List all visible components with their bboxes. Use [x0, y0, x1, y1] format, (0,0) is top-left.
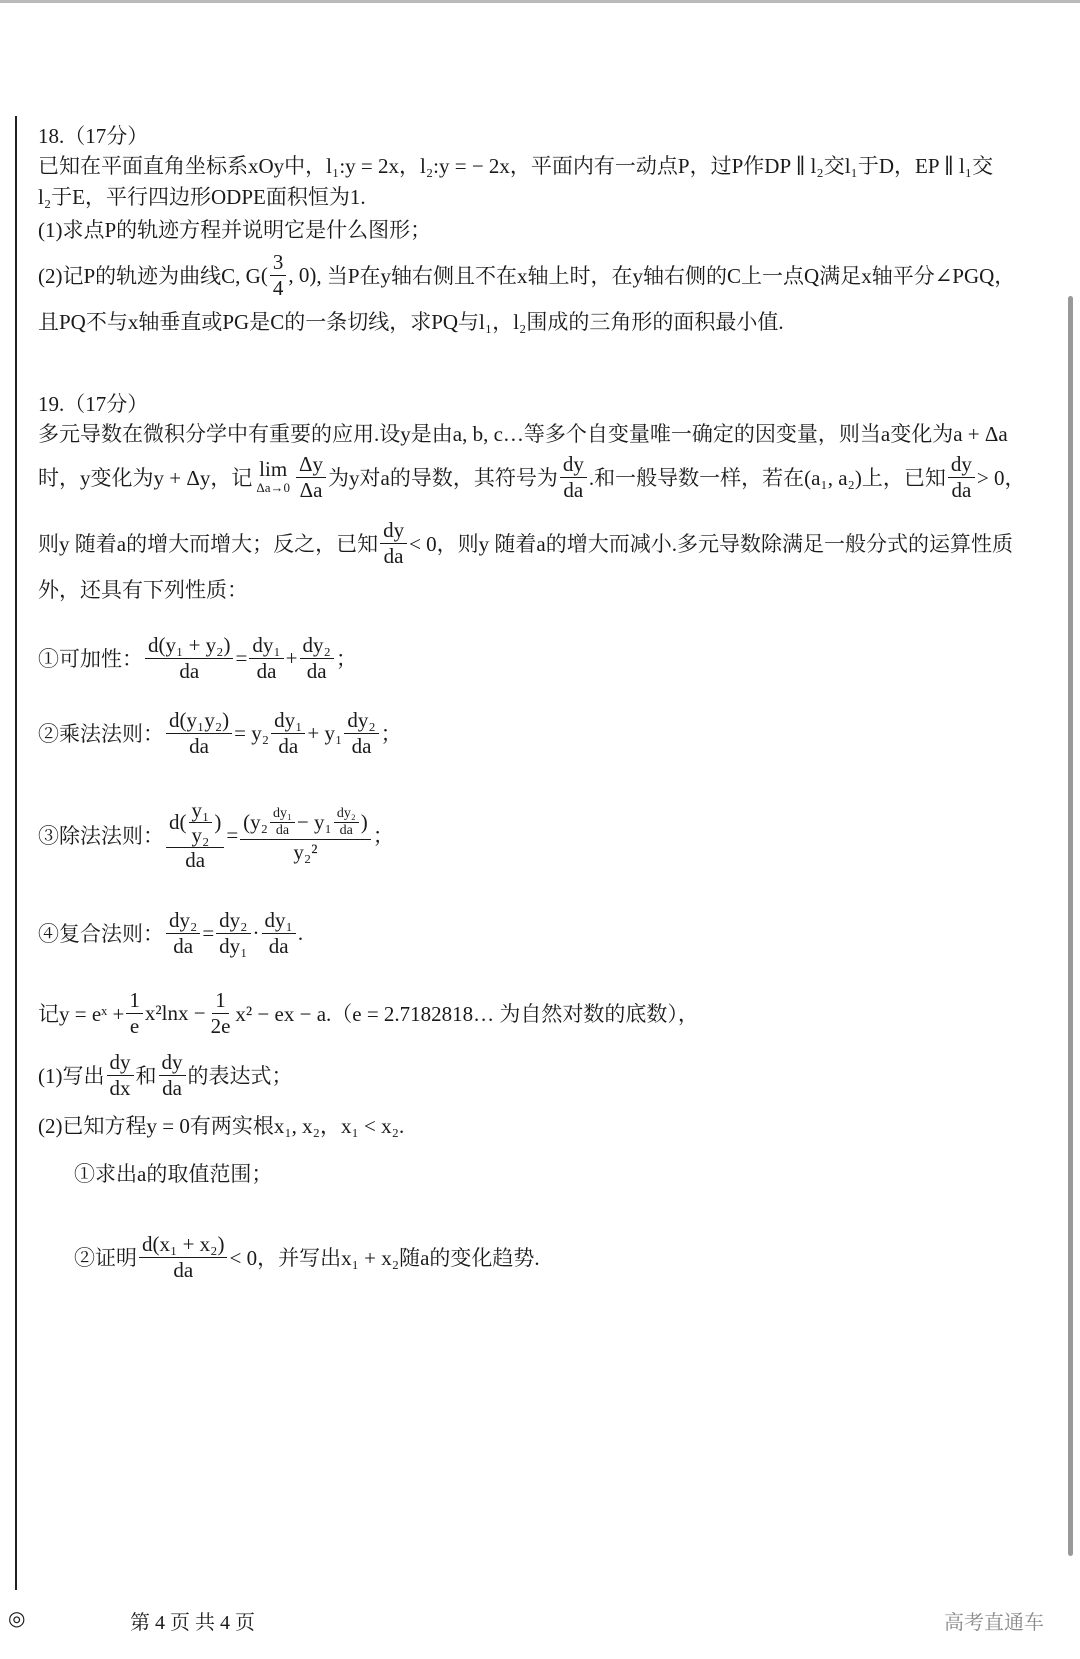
- text-run: (2)已知方程y = 0有两实根x₁, x₂，x₁ < x₂.: [38, 1114, 405, 1138]
- text-run: da: [162, 1075, 182, 1100]
- denominator: [182, 848, 208, 872]
- fraction: [262, 908, 296, 957]
- text-run: 记y = eˣ +: [38, 1002, 125, 1026]
- numerator: [212, 988, 229, 1013]
- text-run: d(y₁y₂): [169, 708, 230, 733]
- q19-line: [38, 1110, 404, 1140]
- text-run: dy₂: [347, 708, 376, 733]
- text-run: da: [185, 848, 206, 873]
- text-run: dy₁: [252, 633, 281, 658]
- denominator: [254, 659, 280, 683]
- text-run: da: [179, 658, 200, 683]
- numerator: [145, 633, 233, 658]
- text-run: y₂: [191, 822, 210, 847]
- text-run: dx: [109, 1075, 131, 1100]
- q19-line: [38, 1050, 293, 1100]
- numerator: [296, 452, 326, 477]
- text-run: dy₂: [219, 908, 248, 933]
- denominator: [290, 840, 320, 864]
- text-run: ①可加性：: [38, 647, 143, 671]
- text-run: da: [173, 933, 194, 958]
- text-run: da: [278, 733, 299, 758]
- q18-line: [38, 250, 1016, 300]
- q19-line: [38, 518, 1013, 568]
- fraction: [334, 806, 359, 839]
- text-run: ③除法法则：: [38, 824, 164, 848]
- limit-subscript: Δa→0: [256, 480, 290, 496]
- denominator: [159, 1076, 185, 1100]
- text-run: da: [268, 933, 289, 958]
- denominator: [381, 544, 407, 568]
- text-run: = y₂: [234, 720, 270, 745]
- q19-line: [38, 452, 1026, 502]
- text-run: dy₂: [169, 908, 198, 933]
- denominator: [208, 1014, 234, 1038]
- text-run: 1: [215, 988, 226, 1013]
- text-run: da: [256, 658, 277, 683]
- text-run: dy: [950, 452, 972, 477]
- text-run: d(x₁ + x₂): [142, 1232, 225, 1257]
- limit: [256, 458, 290, 495]
- q19-header: 19.（17分）: [38, 392, 149, 416]
- denominator: [304, 659, 330, 683]
- numerator: [189, 798, 213, 823]
- text-run: , 0): [288, 262, 317, 287]
- text-run: dy₁: [264, 908, 293, 933]
- text-run: 3: [272, 250, 284, 275]
- limit-label: lim: [259, 457, 288, 482]
- q19-line: [38, 574, 248, 604]
- text-run: ①求出a的取值范围；: [74, 1162, 273, 1186]
- denominator: [127, 1014, 142, 1038]
- denominator: [270, 276, 287, 300]
- fraction: [249, 633, 283, 682]
- text-run: < 0，并写出x₁ + x₂随a的变化趋势.: [229, 1246, 540, 1270]
- text-run: da: [306, 658, 327, 683]
- q18-line: [38, 306, 784, 336]
- fraction: [380, 518, 407, 567]
- denominator: [170, 1258, 196, 1282]
- fraction: [189, 798, 213, 847]
- watermark: 高考直通车: [944, 1610, 1044, 1634]
- footer-symbol: ◎: [8, 1608, 26, 1630]
- numerator: [240, 806, 371, 840]
- text-run: + y₁: [307, 720, 343, 745]
- numerator: [344, 708, 378, 733]
- text-run: − y₁: [296, 810, 332, 835]
- text-run: da: [339, 822, 353, 838]
- fraction: [560, 452, 587, 501]
- text-run: ④复合法则：: [38, 922, 164, 946]
- denominator: [948, 478, 974, 502]
- text-run: +: [285, 645, 298, 670]
- fraction: [166, 798, 224, 872]
- numerator: [159, 1050, 186, 1075]
- numerator: [216, 908, 250, 933]
- text-run: dy₁: [274, 708, 303, 733]
- text-run: (1)求点P的轨迹方程并说明它是什么图形；: [38, 218, 432, 242]
- text-run: (: [260, 262, 268, 287]
- scrollbar[interactable]: [1068, 296, 1073, 1556]
- text-run: da: [173, 1257, 194, 1282]
- numerator: [948, 452, 975, 477]
- text-run: dy: [562, 452, 584, 477]
- numerator: [271, 708, 305, 733]
- text-run: 多元导数在微积分学中有重要的应用.设y是由a, b, c…等多个自变量唯一确定的因变量，则当a变化为a + Δa: [38, 422, 1008, 446]
- numerator: [139, 1232, 227, 1257]
- text-run: =: [235, 645, 248, 670]
- text-run: 时，y变化为y + Δy，记: [38, 466, 253, 490]
- text-run: da: [383, 543, 404, 568]
- q18-line: [38, 181, 366, 211]
- text-run: (y₂: [243, 810, 268, 835]
- fraction: [139, 1232, 227, 1281]
- numerator: [380, 518, 407, 543]
- denominator: [273, 823, 292, 839]
- numerator: [560, 452, 587, 477]
- text-run: ): [360, 810, 368, 835]
- text-run: Δa: [299, 477, 323, 502]
- text-run: =: [226, 822, 239, 847]
- numerator: [270, 806, 295, 823]
- q19-line: [38, 988, 699, 1038]
- text-run: .和一般导数一样，若在(a₁, a₂)上，已知: [588, 466, 946, 490]
- fraction: [107, 1050, 134, 1099]
- q19-line: [38, 708, 402, 758]
- numerator: [126, 988, 143, 1013]
- text-run: Δy: [299, 452, 324, 477]
- text-run: =: [202, 920, 215, 945]
- text-run: 和: [135, 1064, 157, 1088]
- text-run: d(y₁ + y₂): [148, 633, 231, 658]
- q19-line: [74, 1158, 272, 1188]
- q19-line: [74, 1232, 540, 1282]
- text-run: ；: [372, 824, 394, 848]
- denominator: [560, 478, 586, 502]
- text-run: dy₂: [336, 805, 356, 821]
- fraction: [166, 908, 200, 957]
- text-run: 且PQ不与x轴垂直或PG是C的一条切线，求PQ与l₁，l₂围成的三角形的面积最小值.: [38, 310, 784, 334]
- text-run: 1: [129, 988, 140, 1013]
- q19-line: [38, 418, 1008, 448]
- text-run: < 0，则y 随着a的增大而减小.多元导数除满足一般分式的运算性质: [409, 532, 1013, 556]
- fraction: [271, 708, 305, 757]
- fraction: [270, 250, 287, 299]
- fraction: [300, 633, 334, 682]
- text-run: ·: [252, 920, 260, 945]
- fraction: [166, 708, 232, 757]
- text-run: .: [297, 920, 304, 945]
- fraction: [216, 908, 250, 957]
- numerator: [300, 633, 334, 658]
- numerator: [249, 633, 283, 658]
- denominator: [337, 823, 356, 839]
- fraction: [240, 806, 371, 864]
- text-run: da: [951, 477, 972, 502]
- text-run: d(: [169, 810, 187, 835]
- fraction: [159, 1050, 186, 1099]
- text-run: l₂于E，平行四边形ODPE面积恒为1.: [38, 185, 366, 209]
- text-run: 已知在平面直角坐标系xOy中，l₁:y = 2x，l₂:y = − 2x，平面内有一动点P，过P作DP ∥ l₂交l₁于D，EP ∥ l₁交: [38, 154, 994, 178]
- q18-header: 18.（17分）: [38, 124, 149, 148]
- fraction: [208, 988, 234, 1037]
- fraction: [145, 633, 233, 682]
- denominator: [186, 734, 212, 758]
- text-run: e: [129, 1013, 140, 1038]
- denominator: [170, 934, 196, 958]
- numerator: [270, 250, 287, 275]
- numerator: [262, 908, 296, 933]
- text-run: da: [275, 822, 290, 838]
- page-number: 第 4 页 共 4 页: [130, 1612, 255, 1634]
- text-run: (2)记P的轨迹为曲线C, G: [38, 264, 261, 288]
- denominator: [266, 934, 292, 958]
- fraction: [344, 708, 378, 757]
- denominator: [107, 1076, 134, 1100]
- denominator: [189, 823, 213, 847]
- denominator: [216, 934, 250, 958]
- text-run: x² − ex − a.（e = 2.7182818… 为自然对数的底数），: [235, 1002, 699, 1026]
- text-run: da: [351, 733, 372, 758]
- denominator: [297, 478, 326, 502]
- denominator: [349, 734, 375, 758]
- text-run: y₁: [191, 797, 210, 822]
- q19-line: [38, 633, 357, 683]
- text-run: ；: [335, 647, 357, 671]
- text-run: 外，还具有下列性质：: [38, 578, 248, 602]
- text-run: dy₁: [273, 805, 292, 821]
- numerator: [166, 798, 224, 848]
- q18-line: [38, 214, 431, 244]
- text-run: x²lnx −: [144, 1000, 206, 1025]
- text-run: dy: [383, 518, 405, 543]
- numerator: [334, 806, 359, 823]
- numerator: [166, 708, 232, 733]
- numerator: [166, 908, 200, 933]
- text-run: dy: [109, 1050, 131, 1075]
- q19-line: [38, 797, 394, 873]
- text-run: 则y 随着a的增大而增大；反之，已知: [38, 532, 379, 556]
- top-edge: [0, 0, 1080, 3]
- margin-line: [15, 116, 17, 1590]
- text-run: ): [214, 810, 222, 835]
- text-run: y₂²: [293, 840, 318, 865]
- text-run: ；: [380, 722, 402, 746]
- text-run: ②乘法法则：: [38, 722, 164, 746]
- text-run: > 0，: [976, 466, 1026, 490]
- text-run: 的表达式；: [187, 1064, 293, 1088]
- q19-line: [38, 908, 304, 958]
- fraction: [296, 452, 326, 501]
- text-run: 2e: [210, 1013, 231, 1038]
- fraction: [126, 988, 143, 1037]
- denominator: [275, 734, 301, 758]
- text-run: 为y对a的导数，其符号为: [328, 466, 558, 490]
- denominator: [176, 659, 202, 683]
- text-run: da: [563, 477, 584, 502]
- text-run: dy₂: [302, 633, 331, 658]
- text-run: da: [189, 733, 209, 758]
- numerator: [107, 1050, 134, 1075]
- text-run: ②证明: [74, 1246, 137, 1270]
- text-run: dy: [161, 1050, 183, 1075]
- text-run: (1)写出: [38, 1064, 105, 1088]
- text-run: , 当P在y轴右侧且不在x轴上时，在y轴右侧的C上一点Q满足x轴平分∠PGQ，: [316, 264, 1016, 288]
- fraction: [270, 806, 295, 839]
- text-run: 4: [272, 275, 284, 300]
- fraction: [948, 452, 975, 501]
- q18-line: [38, 150, 993, 180]
- text-run: dy₁: [219, 933, 248, 958]
